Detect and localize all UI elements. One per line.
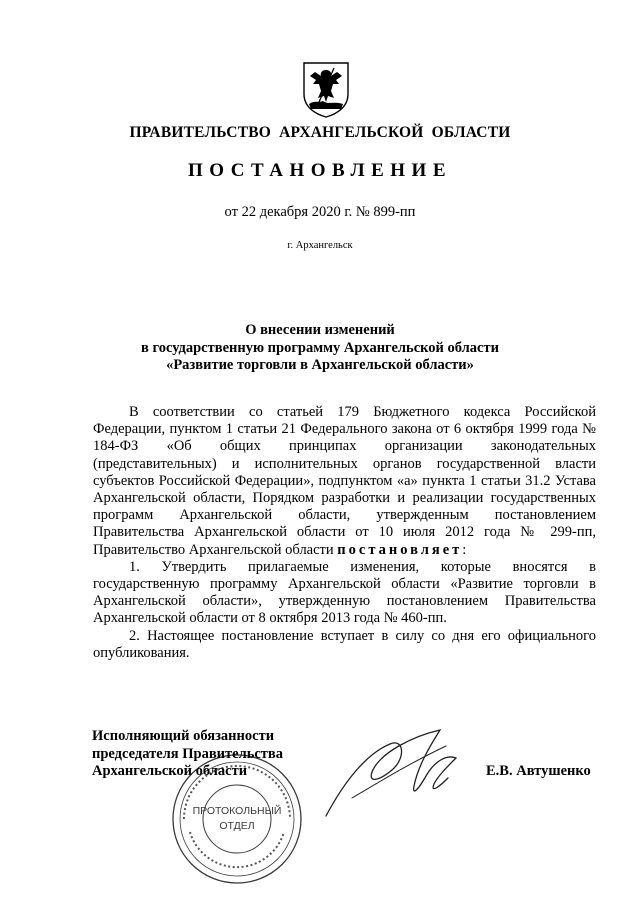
item-2-paragraph: 2. Настоящее постановление вступает в силу со дня его официального опубликования. [93,627,596,661]
title-line-1: О внесении изменений [245,322,395,338]
title-line-3: «Развитие торговли в Архангельской области» [166,357,474,373]
signatory-line-1: Исполняющий обязанности [92,728,275,744]
signatory-block [92,728,283,781]
document-date-number: от 22 декабря 2020 г. № 899-пп [224,204,416,220]
signatory-line-2: председателя Правительства [92,745,284,762]
stamp-text-line-1: ПРОТОКОЛЬНЫЙ [192,805,282,817]
coat-of-arms-icon [301,60,351,118]
document-body [93,404,596,662]
item-1-paragraph: 1. Утвердить прилагаемые изменения, которые вносятся в государственную программу Архангельской области «Развитие торговли в Архангельской области», утвержденную постановлением Правительства Архангельской области от 8 октября 2013 года № 460-пп. [93,558,596,627]
signatory-name: Е.В. Автушенко [486,763,591,779]
preamble-text: В соответствии со статьей 179 Бюджетного кодекса Российской Федерации, пунктом 1 статьи 21 Федерального закона от 6 октября 1999 года № 184-ФЗ «Об общих принципах организации законодательных (представительных) и исполнительных органов государственной власти субъектов Российской Федерации», подпунктом «а» пункта 1 статьи 31.2 Устава Архангельской области, Порядком разработки и реализации государственных программ Архангельской области, утвержденным постановлением Правительства Архангельской области от 10 июля 2012 года № 299-пп, Правительство Архангельской области [93,404,596,558]
title-line-2: в государственную программу Архангельской области [141,339,499,356]
preamble-colon: : [462,541,467,558]
signatory-line-3: Архангельской области [92,763,248,779]
preamble-paragraph [93,404,596,559]
document-type: ПОСТАНОВЛЕНИЕ [187,160,453,181]
document-title [0,322,640,375]
resolves-word: постановляет [337,541,463,558]
document-city: г. Архангельск [287,240,353,251]
stamp-text-line-2: ОТДЕЛ [219,820,255,832]
handwritten-signature [322,724,482,824]
government-name: ПРАВИТЕЛЬСТВО АРХАНГЕЛЬСКОЙ ОБЛАСТИ [129,124,511,141]
